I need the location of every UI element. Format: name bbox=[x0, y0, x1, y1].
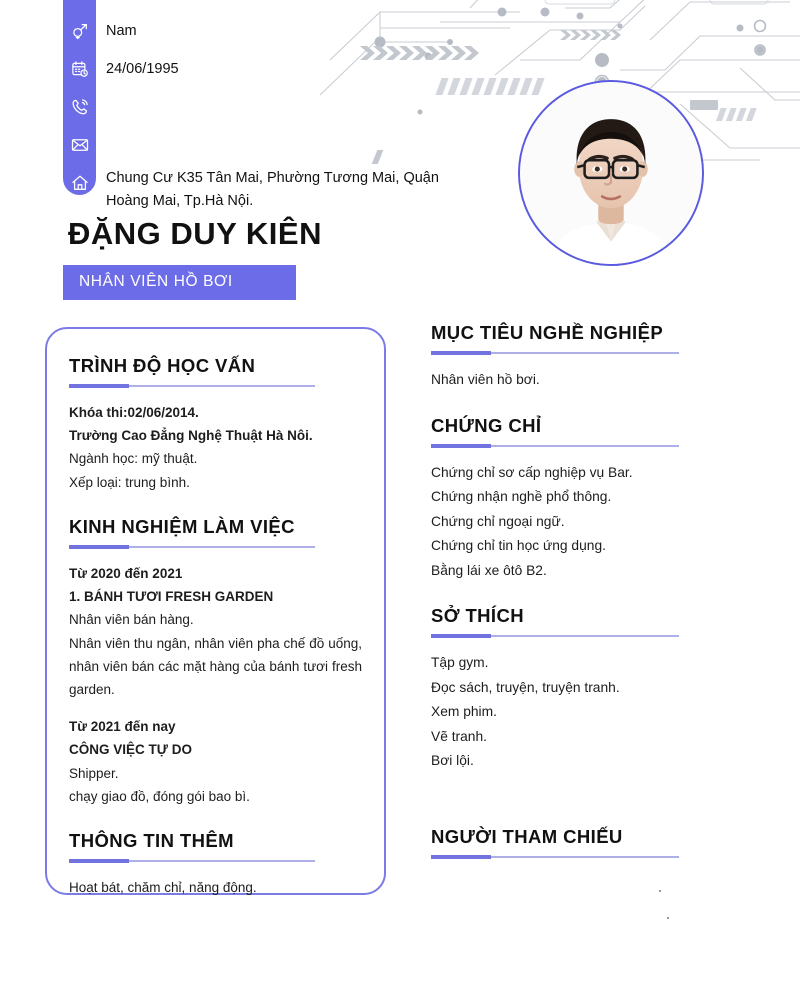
contact-icon-strip bbox=[63, 0, 96, 195]
contact-row-gender bbox=[106, 22, 486, 55]
additional-info-line: Hoạt bát, chăm chỉ, năng động. bbox=[69, 880, 257, 896]
experience-item bbox=[69, 715, 362, 808]
section-rule bbox=[431, 351, 761, 357]
experience-description: Nhân viên thu ngân, nhân viên pha chế đồ uống, nhân viên bán các mặt hàng của bánh tươi fresh garden. bbox=[69, 635, 362, 697]
section-rule bbox=[69, 384, 362, 390]
experience-item bbox=[69, 562, 362, 701]
certificate-line: Chứng chỉ ngoại ngữ. bbox=[431, 513, 565, 529]
certificate-line: Chứng nhận nghề phổ thông. bbox=[431, 489, 612, 505]
education-line: Trường Cao Đẳng Nghệ Thuật Hà Nôi. bbox=[69, 428, 313, 444]
section-references bbox=[431, 826, 761, 932]
cv-header bbox=[0, 0, 800, 310]
section-rule bbox=[431, 444, 761, 450]
contact-row-phone bbox=[106, 93, 486, 126]
section-rule bbox=[69, 545, 362, 551]
experience-company: CÔNG VIỆC TỰ DO bbox=[69, 742, 192, 758]
hobby-line: Đọc sách, truyện, truyện tranh. bbox=[431, 679, 620, 695]
section-hobbies bbox=[431, 605, 761, 774]
contact-values bbox=[106, 20, 486, 213]
gender-value: Nam bbox=[106, 23, 137, 39]
section-certificates bbox=[431, 415, 761, 584]
section-title-additional-info: THÔNG TIN THÊM bbox=[69, 830, 234, 852]
education-line: Ngành học: mỹ thuật. bbox=[69, 451, 198, 467]
section-rule bbox=[431, 855, 761, 861]
hobby-line: Tập gym. bbox=[431, 655, 489, 671]
calendar-icon bbox=[71, 60, 89, 78]
job-title-badge: NHÂN VIÊN HỒ BƠI bbox=[63, 265, 296, 300]
left-column-card bbox=[45, 327, 386, 895]
certificate-line: Chứng chỉ sơ cấp nghiệp vụ Bar. bbox=[431, 464, 633, 480]
home-icon bbox=[71, 174, 89, 192]
section-rule bbox=[431, 634, 761, 640]
section-title-education: TRÌNH ĐỘ HỌC VẤN bbox=[69, 355, 256, 376]
gender-icon bbox=[71, 22, 89, 40]
section-title-objective: MỤC TIÊU NGHỀ NGHIỆP bbox=[431, 322, 664, 343]
hobby-line: Vẽ tranh. bbox=[431, 728, 487, 744]
experience-period: Từ 2020 đến 2021 bbox=[69, 565, 183, 581]
education-line: Khóa thi:02/06/2014. bbox=[69, 405, 199, 420]
portrait-photo bbox=[520, 82, 702, 264]
avatar bbox=[518, 80, 704, 266]
section-title-experience: KINH NGHIỆM LÀM VIỆC bbox=[69, 515, 295, 537]
email-icon bbox=[71, 136, 89, 154]
hobby-line: Xem phim. bbox=[431, 704, 497, 720]
experience-role: Shipper. bbox=[69, 765, 119, 781]
education-line: Xếp loại: trung bình. bbox=[69, 474, 190, 490]
page-title: ĐẶNG DUY KIÊN bbox=[68, 216, 322, 251]
references-empty-area bbox=[431, 872, 761, 932]
section-experience bbox=[69, 516, 362, 808]
experience-description: chạy giao đồ, đóng gói bao bì. bbox=[69, 788, 250, 804]
right-column bbox=[431, 322, 761, 954]
section-education bbox=[69, 355, 362, 494]
experience-period: Từ 2021 đến nay bbox=[69, 719, 176, 735]
birthdate-value: 24/06/1995 bbox=[106, 61, 179, 77]
experience-role: Nhân viên bán hàng. bbox=[69, 612, 194, 628]
contact-row-address bbox=[106, 167, 486, 213]
objective-line: Nhân viên hồ bơi. bbox=[431, 372, 540, 387]
phone-icon bbox=[71, 98, 89, 116]
certificate-line: Bằng lái xe ôtô B2. bbox=[431, 562, 547, 578]
section-additional-info bbox=[69, 830, 362, 899]
section-title-references: NGƯỜI THAM CHIẾU bbox=[431, 826, 623, 848]
certificate-line: Chứng chỉ tin học ứng dụng. bbox=[431, 538, 606, 554]
contact-row-birthdate bbox=[106, 60, 486, 93]
section-objective bbox=[431, 322, 761, 393]
experience-company: 1. BÁNH TƯƠI FRESH GARDEN bbox=[69, 589, 274, 605]
section-rule bbox=[69, 859, 362, 865]
hobby-line: Bơi lội. bbox=[431, 753, 474, 769]
section-title-certificates: CHỨNG CHỈ bbox=[431, 414, 542, 436]
address-value: Chung Cư K35 Tân Mai, Phường Tương Mai, Quận Hoàng Mai, Tp.Hà Nội. bbox=[106, 170, 439, 210]
section-title-hobbies: SỞ THÍCH bbox=[431, 605, 524, 627]
